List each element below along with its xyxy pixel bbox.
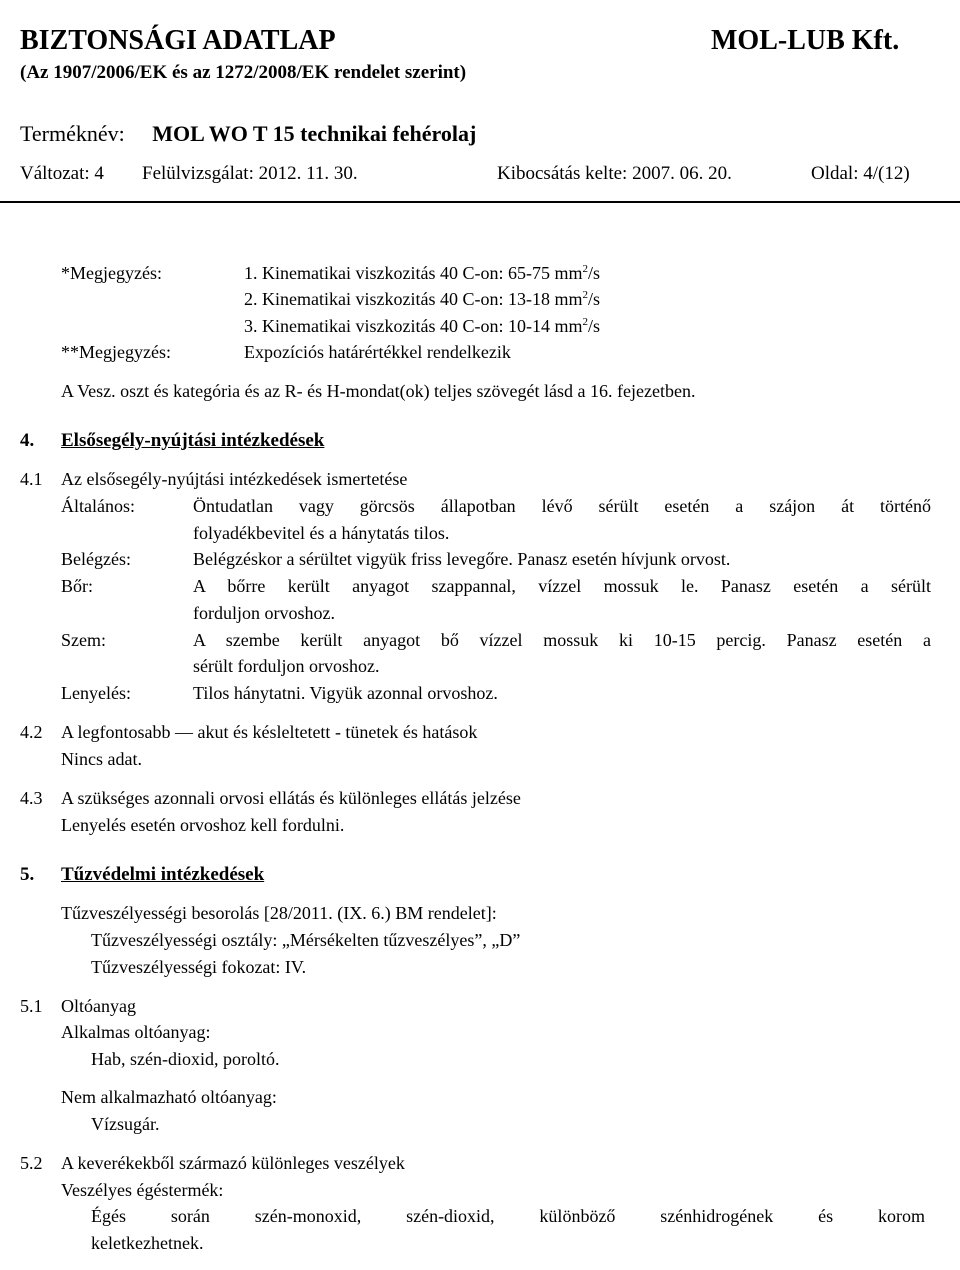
s43-text: Lenyelés esetén orvoshoz kell fordulni.: [61, 815, 345, 835]
revision-date: Felülvizsgálat: 2012. 11. 30.: [142, 163, 358, 184]
section5-heading: 5. Tűzvédelmi intézkedések: [20, 864, 265, 885]
note1-item: 1. Kinematikai viszkozitás 40 C-on: 65-75 $mm^2/s$: [244, 263, 600, 283]
s41-number: 4.1: [20, 469, 43, 489]
note1-item: 2. Kinematikai viszkozitás 40 C-on: 13-18 $mm^2/s$: [244, 289, 600, 309]
note1-item: 3. Kinematikai viszkozitás 40 C-on: 10-14 $mm^2/s$: [244, 316, 600, 336]
hazard-text: Égés során szén-monoxid, szén-dioxid, különböző szénhidrogének és korom: [91, 1206, 925, 1226]
skin-text-cont: forduljon orvoshoz.: [193, 603, 335, 623]
unsuitable-label: Nem alkalmazható oltóanyag:: [61, 1087, 277, 1107]
inhalation-text: Belégzéskor a sérültet vigyük friss levegőre. Panasz esetén hívjunk orvost.: [193, 549, 731, 569]
note1-label: *Megjegyzés:: [61, 263, 162, 283]
fire-grade: Tűzveszélyességi fokozat: IV.: [91, 957, 307, 977]
suitable-text: Hab, szén-dioxid, poroltó.: [91, 1049, 280, 1069]
issue-date: Kibocsátás kelte: 2007. 06. 20.: [497, 163, 732, 184]
s51-title: Oltóanyag: [61, 996, 136, 1016]
general-text-cont: folyadékbevitel és a hánytatás tilos.: [193, 523, 450, 543]
general-label: Általános:: [61, 496, 135, 516]
section4-title: Elsősegély-nyújtási intézkedések: [61, 430, 325, 451]
ingestion-label: Lenyelés:: [61, 683, 131, 703]
s52-number: 5.2: [20, 1153, 43, 1173]
skin-label: Bőr:: [61, 576, 94, 596]
ingestion-text: Tilos hánytatni. Vigyük azonnal orvoshoz.: [193, 683, 498, 703]
s43-number: 4.3: [20, 788, 43, 808]
page-number: Oldal: 4/(12): [811, 163, 910, 184]
skin-text: A bőrre került anyagot szappannal, vízzel mossuk le. Panasz esetén a sérült: [193, 576, 931, 596]
header-divider: [0, 201, 960, 203]
hazard-text-cont: keletkezhetnek.: [91, 1233, 204, 1253]
section4-heading: 4. Elsősegély-nyújtási intézkedések: [20, 430, 325, 451]
section5-title: Tűzvédelmi intézkedések: [61, 864, 265, 885]
reference-note: A Vesz. oszt és kategória és az R- és H-mondat(ok) teljes szövegét lásd a 16. fejezetben.: [61, 381, 696, 401]
regulation-line: (Az 1907/2006/EK és az 1272/2008/EK rendelet szerint): [20, 62, 467, 83]
note2-label: **Megjegyzés:: [61, 342, 171, 362]
inhalation-label: Belégzés:: [61, 549, 131, 569]
product-line: [20, 121, 476, 147]
fire-classification: Tűzveszélyességi besorolás [28/2011. (IX. 6.) BM rendelet]:: [61, 903, 497, 923]
s41-title: Az elsősegély-nyújtási intézkedések ismertetése: [61, 469, 408, 489]
s43-title: A szükséges azonnali orvosi ellátás és különleges ellátás jelzése: [61, 788, 521, 808]
s52-title: A keverékekből származó különleges veszélyek: [61, 1153, 405, 1173]
s51-number: 5.1: [20, 996, 43, 1016]
unsuitable-text: Vízsugár.: [91, 1114, 160, 1134]
fire-class: Tűzveszélyességi osztály: „Mérsékelten tűzveszélyes”, „D”: [91, 930, 521, 950]
note2-text: Expozíciós határértékkel rendelkezik: [244, 342, 511, 362]
s42-text: Nincs adat.: [61, 749, 142, 769]
product-label: Terméknév:: [20, 121, 125, 146]
eye-text: A szembe került anyagot bő vízzel mossuk ki 10-15 percig. Panasz esetén a: [193, 630, 931, 650]
product-name: MOL WO T 15 technikai fehérolaj: [152, 121, 477, 146]
s42-title: A legfontosabb — akut és késleltetett - tünetek és hatások: [61, 722, 478, 742]
company-name: MOL-LUB Kft.: [711, 25, 900, 56]
s42-number: 4.2: [20, 722, 43, 742]
general-text: Öntudatlan vagy görcsös állapotban lévő sérült esetén a szájon át történő: [193, 496, 931, 516]
eye-text-cont: sérült forduljon orvoshoz.: [193, 656, 380, 676]
version: Változat: 4: [20, 163, 104, 184]
suitable-label: Alkalmas oltóanyag:: [61, 1022, 211, 1042]
document-title: BIZTONSÁGI ADATLAP: [20, 25, 336, 56]
hazard-label: Veszélyes égéstermék:: [61, 1180, 224, 1200]
eye-label: Szem:: [61, 630, 106, 650]
